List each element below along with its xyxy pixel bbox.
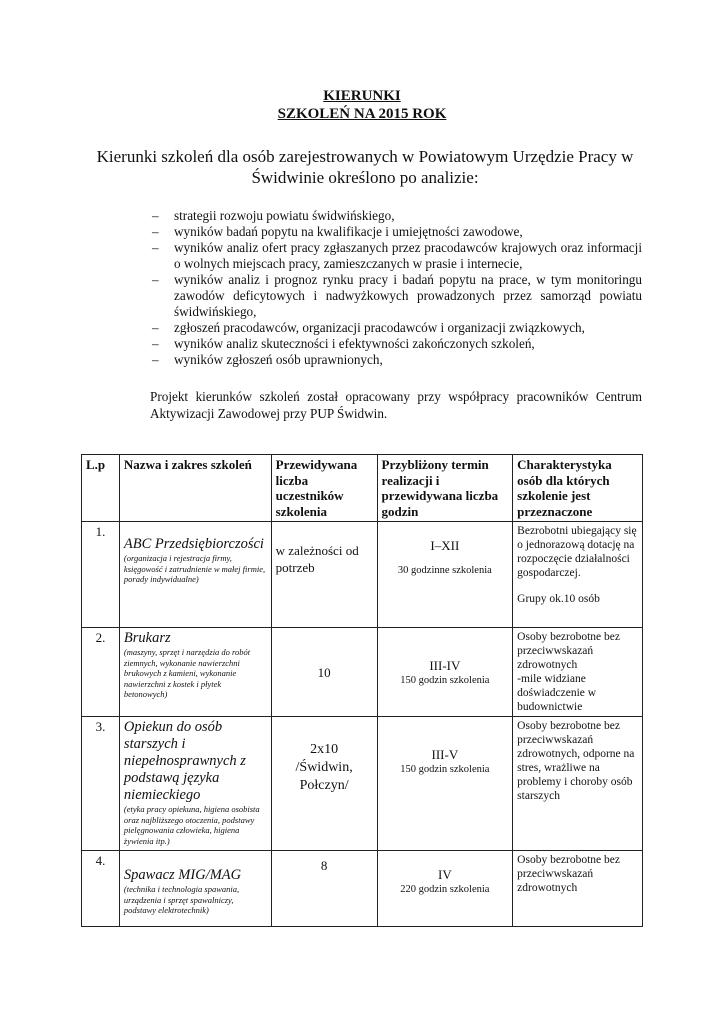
participants-value: w zależności od potrzeb bbox=[275, 543, 359, 575]
row-characteristics bbox=[513, 851, 643, 927]
characteristics-text: Osoby bezrobotne bez przeciwwskazań zdrowotnych bbox=[517, 631, 620, 671]
characteristics-text: Bezrobotni ubiegający się o jednorazową dotację na rozpoczęcie działalności gospodarczej. bbox=[517, 525, 637, 579]
course-name: Spawacz MIG/MAG bbox=[123, 867, 242, 883]
participants-value: 10 bbox=[317, 664, 331, 680]
row-participants bbox=[271, 717, 377, 851]
project-note: Projekt kierunków szkoleń został opracowany przy współpracy pracowników Centrum Aktywizacji Zawodowej przy PUP Świdwin. bbox=[150, 389, 642, 421]
criteria-item: – wyników zgłoszeń osób uprawnionych, bbox=[150, 352, 642, 368]
criteria-item: – wyników analiz skuteczności i efektywności zakończonych szkoleń, bbox=[150, 336, 642, 352]
hours-value: 220 godzin szkolenia bbox=[400, 884, 490, 895]
row-term bbox=[377, 522, 513, 628]
header-name: Nazwa i zakres szkoleń bbox=[119, 455, 271, 522]
row-lp: 3. bbox=[82, 717, 120, 851]
hours-value: 30 godzinne szkolenia bbox=[397, 565, 492, 576]
course-name: Opiekun do osób starszych i niepełnosprawnych z podstawą języka niemieckiego bbox=[123, 719, 246, 803]
header-characteristics: Charakterystyka osób dla których szkolenie jest przeznaczone bbox=[513, 455, 643, 522]
row-lp: 1. bbox=[82, 522, 120, 628]
course-scope: (organizacja i rejestracja firmy, księgowość i zatrudnienie w małej firmie, porady indywidualne) bbox=[123, 553, 266, 584]
row-name-cell bbox=[119, 851, 271, 927]
table-row bbox=[82, 717, 643, 851]
participants-value: 8 bbox=[320, 858, 328, 873]
document-subtitle: SZKOLEŃ NA 2015 ROK bbox=[277, 106, 447, 122]
row-participants bbox=[271, 851, 377, 927]
table-row bbox=[82, 522, 643, 628]
training-table bbox=[81, 454, 643, 927]
characteristics-text: Osoby bezrobotne bez przeciwwskazań zdrowotnych bbox=[517, 854, 620, 894]
row-characteristics bbox=[513, 717, 643, 851]
characteristics-text: Osoby bezrobotne bez przeciwwskazań zdrowotnych, odporne na stres, wrażliwe na problemy i choroby osób starszych bbox=[517, 720, 635, 802]
hours-value: 150 godzin szkolenia bbox=[400, 674, 490, 686]
course-scope: (etyka pracy opiekuna, higiena osobista oraz najbliższego otoczenia, podstawy pielęgnowania człowieka, higiena żywienia itp.) bbox=[123, 804, 260, 846]
intro-paragraph: Kierunki szkoleń dla osób zarejestrowanych w Powiatowym Urzędzie Pracy w Świdwinie określono po analizie: bbox=[96, 147, 634, 187]
row-name-cell bbox=[119, 628, 271, 717]
criteria-list bbox=[150, 208, 642, 368]
criteria-item: – wyników analiz i prognoz rynku pracy i badań popytu na prace, w tym monitoringu zawodów deficytowych i nadwyżkowych prowadzonych przez samorząd powiatu świdwińskiego, bbox=[150, 272, 642, 320]
header-lp: L.p bbox=[82, 455, 120, 522]
criteria-item: – strategii rozwoju powiatu świdwińskiego, bbox=[150, 208, 642, 224]
row-participants bbox=[271, 522, 377, 628]
row-lp: 2. bbox=[82, 628, 120, 717]
row-characteristics bbox=[513, 522, 643, 628]
hours-value: 150 godzin szkolenia bbox=[400, 764, 490, 775]
row-term bbox=[377, 851, 513, 927]
table-row bbox=[82, 628, 643, 717]
course-scope: (maszyny, sprzęt i narzędzia do robót ziemnych, wykonanie nawierzchni brukowych z kamieni, wykonanie nawierzchni z kostek i płytek betonowych) bbox=[123, 647, 251, 699]
header-participants: Przewidywana liczba uczestników szkolenia bbox=[271, 455, 377, 522]
course-scope: (technika i technologia spawania, urządzenia i sprzęt spawalniczy, podstawy elektrotechnik) bbox=[123, 884, 240, 915]
course-name: Brukarz bbox=[123, 630, 171, 646]
row-characteristics bbox=[513, 628, 643, 717]
row-name-cell bbox=[119, 717, 271, 851]
participants-location: /Świdwin, Połczyn/ bbox=[295, 760, 353, 793]
header-term: Przybliżony termin realizacji i przewidywana liczba godzin bbox=[377, 455, 513, 522]
row-participants bbox=[271, 628, 377, 717]
characteristics-note: -mile widziane doświadczenie w budownictwie bbox=[517, 673, 597, 713]
row-name-cell bbox=[119, 522, 271, 628]
term-value: III-IV bbox=[429, 657, 461, 673]
course-name: ABC Przedsiębiorczości bbox=[123, 536, 264, 552]
table-row bbox=[82, 851, 643, 927]
criteria-item: – wyników badań popytu na kwalifikacje i umiejętności zawodowe, bbox=[150, 224, 642, 240]
document-title: KIERUNKI bbox=[323, 88, 401, 104]
row-term bbox=[377, 717, 513, 851]
table-header-row bbox=[82, 455, 643, 522]
term-value: I–XII bbox=[430, 538, 460, 553]
row-term bbox=[377, 628, 513, 717]
term-value: IV bbox=[438, 867, 452, 882]
participants-value: 2x10 bbox=[310, 742, 339, 757]
row-lp: 4. bbox=[82, 851, 120, 927]
term-value: III-V bbox=[431, 747, 459, 762]
criteria-item: – zgłoszeń pracodawców, organizacji pracodawców i organizacji związkowych, bbox=[150, 320, 642, 336]
criteria-item: – wyników analiz ofert pracy zgłaszanych przez pracodawców krajowych oraz informacji o wolnych miejscach pracy, zamieszczanych w prasie i internecie, bbox=[150, 240, 642, 272]
characteristics-note: Grupy ok.10 osób bbox=[517, 593, 600, 605]
